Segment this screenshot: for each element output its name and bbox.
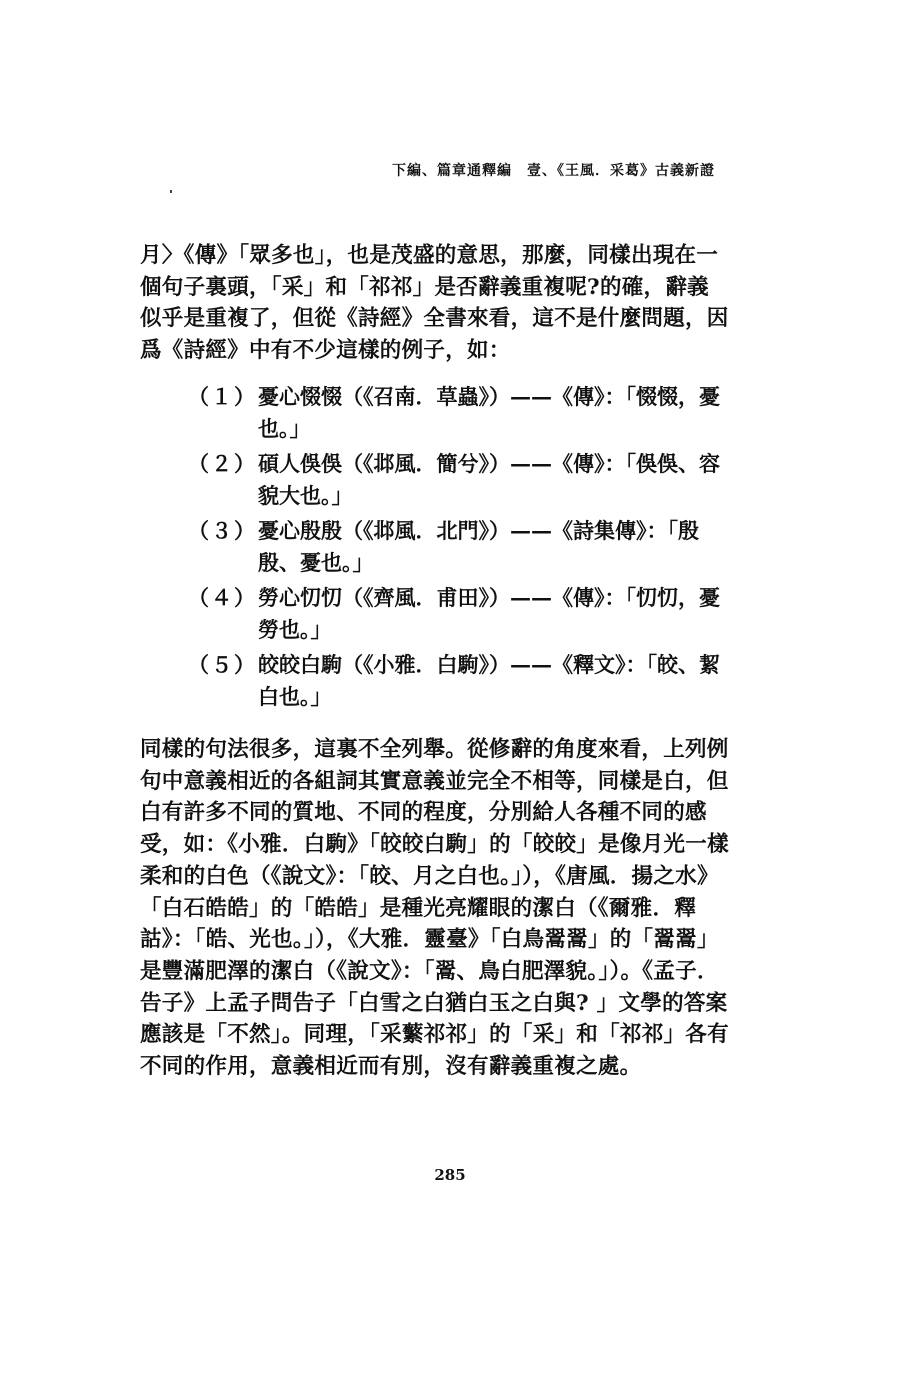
example-text: 皎皎白駒（《小雅．白駒》）——《釋文》：「皎、絜白也。」: [258, 652, 720, 709]
paragraph-1: 月〉《傳》「眾多也」，也是茂盛的意思，那麼，同樣出現在一個句子裏頭，「采」和「祁祁」是否辭義重複呢?的確，辭義似乎是重複了，但從《詩經》全書來看，這不是什麼問題，因爲《詩經》中有不少這樣的例子，如：: [140, 243, 729, 364]
example-item: [188, 448, 733, 511]
example-item: [188, 381, 733, 444]
example-text: 碩人俁俁（《邶風．簡兮》）——《傳》：「俁俁、容貌大也。」: [258, 451, 720, 508]
example-text: 勞心忉忉（《齊風．甫田》）——《傳》：「忉忉，憂勞也。」: [258, 585, 720, 642]
example-number: （２）: [188, 451, 257, 476]
paragraph-2: 同樣的句法很多，這裏不全列舉。從修辭的角度來看，上列例句中意義相近的各組詞其實意義並完全不相等，同樣是白，但白有許多不同的質地、不同的程度，分別給人各種不同的感受，如：《小雅．白駒》「皎皎白駒」的「皎皎」是像月光一樣柔和的白色（《說文》：「皎、月之白也。」），《唐風．揚之水》「白石皓皓」的「皓皓」是種光亮耀眼的潔白（《爾雅．釋詁》：「皓、光也。」），《大雅．靈臺》「白鳥翯翯」的「翯翯」是豐滿肥澤的潔白（《說文》：「翯、鳥白肥澤貌。」）。《孟子．告子》上孟子問告子「白雪之白猶白玉之白與? 」文學的答案應該是「不然」。同理，「采蘩祁祁」的「采」和「祁祁」各有不同的作用，意義相近而有別，沒有辭義重複之處。: [140, 737, 729, 1080]
example-number: （４）: [188, 585, 257, 610]
example-number: （１）: [188, 384, 257, 409]
example-list: [188, 381, 733, 716]
example-text: 憂心惙惙（《召南．草蟲》）——《傳》：「惙惙，憂也。」: [258, 384, 720, 441]
example-text: 憂心殷殷（《邶風．北門》）——《詩集傳》：「殷殷、憂也。」: [258, 518, 699, 575]
example-item: [188, 582, 733, 645]
page-number: 285: [434, 1166, 466, 1184]
running-header: 下編、篇章通釋編 壹、《王風．采葛》古義新證: [392, 163, 715, 179]
stray-mark: [170, 190, 172, 193]
example-number: （５）: [188, 652, 257, 677]
example-item: [188, 515, 733, 578]
example-number: （３）: [188, 518, 257, 543]
example-item: [188, 649, 733, 712]
